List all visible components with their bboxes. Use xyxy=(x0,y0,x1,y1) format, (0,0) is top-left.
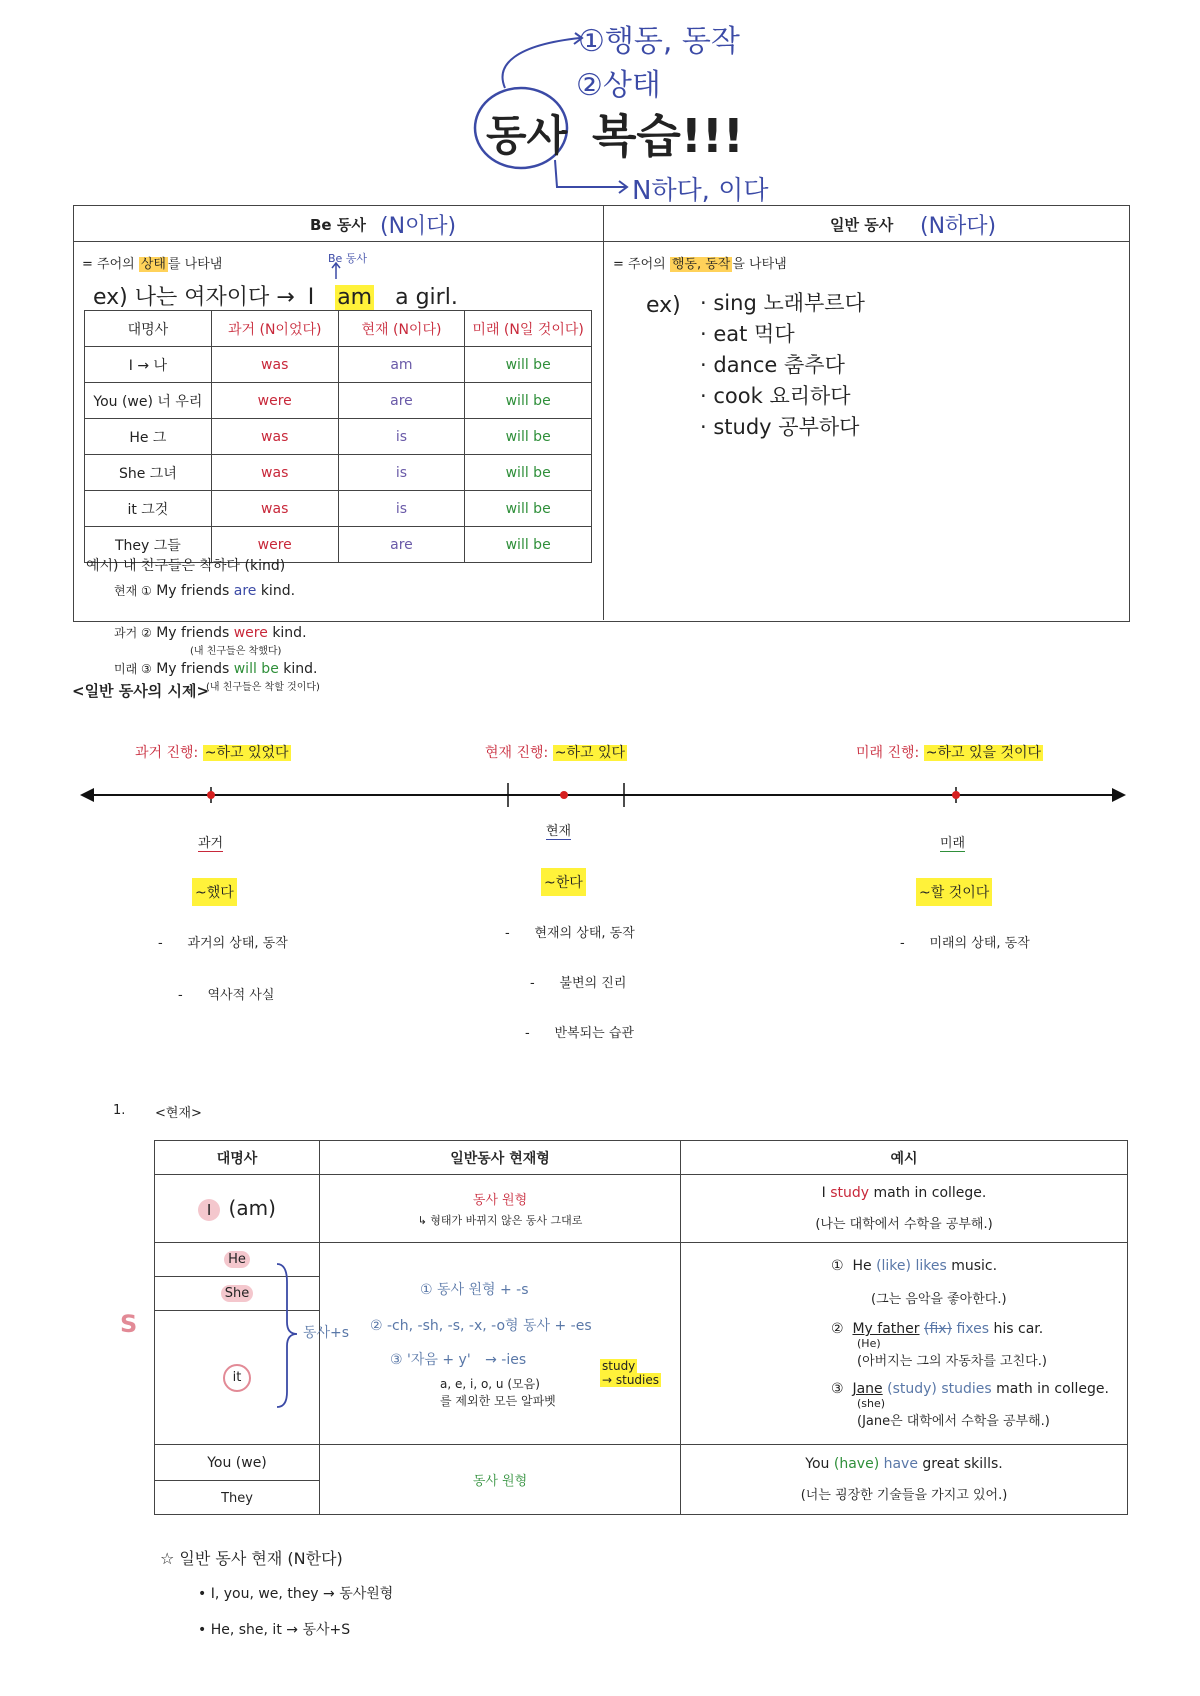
s-rule-2: ② -ch, -sh, -s, -x, -o형 동사 + -es xyxy=(370,1317,592,1334)
future-cell: will be xyxy=(465,491,592,527)
table-row xyxy=(85,347,592,383)
column-divider xyxy=(603,205,604,620)
past-label: 과거 ② xyxy=(114,626,152,640)
past-cell: were xyxy=(211,527,338,563)
present-use-3: - 반복되는 습관 xyxy=(525,1026,634,1041)
general-example-list xyxy=(700,288,865,443)
s-example-2: ② My father (fix) fixes his car. xyxy=(831,1321,1044,1337)
future-cell: will be xyxy=(465,383,592,419)
past-complement: kind. xyxy=(272,625,307,641)
present-meaning: ~한다 xyxy=(541,868,586,896)
be-example-future-korean: (내 친구들은 착할 것이다) xyxy=(206,682,320,693)
pronoun-cell: They 그들 xyxy=(85,527,212,563)
present-use-1: - 현재의 상태, 동작 xyxy=(505,926,635,941)
table-row xyxy=(85,491,592,527)
title-main-word: 동사 xyxy=(486,111,568,160)
header-future: 미래 (N일 것이다) xyxy=(465,311,592,347)
table-row xyxy=(85,455,592,491)
s-rule-1: ① 동사 원형 + -s xyxy=(420,1281,529,1298)
general-ex-label: ex) xyxy=(646,293,681,318)
list-item: · cook 요리하다 xyxy=(700,384,851,408)
s-example-3-subject-note: (she) xyxy=(857,1397,886,1410)
be-example-subject: I xyxy=(307,285,315,310)
brace-icon xyxy=(275,1262,305,1412)
summary-title: ☆ 일반 동사 현재 (N한다) xyxy=(160,1549,343,1568)
pronoun-he: He xyxy=(224,1251,250,1268)
header-pronoun: 대명사 xyxy=(85,311,212,347)
past-verb: were xyxy=(233,625,268,641)
header-pronoun: 대명사 xyxy=(155,1141,320,1175)
pronoun-you: You (we) xyxy=(207,1454,267,1471)
past-use-2: - 역사적 사실 xyxy=(178,988,275,1003)
i-rule-note: ↳ 형태가 바뀌지 않은 동사 그대로 xyxy=(417,1214,583,1227)
general-verb-header-note: (N하다) xyxy=(920,214,997,239)
example-cell xyxy=(681,1243,1128,1445)
be-verb-header-note: (N이다) xyxy=(380,214,457,239)
header-example: 예시 xyxy=(681,1141,1128,1175)
list-item: · eat 먹다 xyxy=(700,322,795,346)
table-row xyxy=(85,383,592,419)
present-verb: are xyxy=(233,583,257,599)
title-branch-arrow-1 xyxy=(503,38,580,88)
i-example: I study math in college. xyxy=(821,1185,987,1201)
rule-cell xyxy=(320,1445,681,1515)
present-label: 현재 ① xyxy=(114,584,152,598)
pronoun-cell: She 그녀 xyxy=(85,455,212,491)
s-example-3: ③ Jane (study) studies math in college. xyxy=(831,1381,1109,1397)
be-example-verb: am xyxy=(337,285,373,310)
summary-line-2: • He, she, it → 동사+S xyxy=(198,1622,351,1638)
past-cell: was xyxy=(211,491,338,527)
table-header-row xyxy=(155,1141,1128,1175)
header-present: 현재 (N이다) xyxy=(338,311,465,347)
present-cell: are xyxy=(338,527,465,563)
title-rest: 복습!!! xyxy=(592,109,744,163)
past-cell: was xyxy=(211,455,338,491)
s-example-1-korean: (그는 음악을 좋아한다.) xyxy=(871,1292,1007,1307)
table-row xyxy=(85,419,592,455)
example-cell xyxy=(681,1445,1128,1515)
past-progressive: 과거 진행: ~하고 있었다 xyxy=(135,745,289,761)
header-past: 과거 (N이었다) xyxy=(211,311,338,347)
present-point xyxy=(560,791,568,799)
future-verb: will be xyxy=(233,661,279,677)
timeline-line xyxy=(0,775,1200,815)
i-example-korean: (나는 대학에서 수학을 공부해.) xyxy=(815,1217,993,1232)
s-example-2-korean: (아버지는 그의 자동차를 고친다.) xyxy=(857,1354,1047,1369)
be-example-korean: ex) 나는 여자이다 → xyxy=(93,285,295,310)
timeline-past: 과거 xyxy=(198,832,223,852)
present-cell: is xyxy=(338,491,465,527)
present-cell: am xyxy=(338,347,465,383)
summary-line-1: • I, you, we, they → 동사원형 xyxy=(198,1586,394,1602)
be-verb-header: Be 동사 xyxy=(310,216,366,234)
example-cell xyxy=(681,1175,1128,1243)
s-rule-3: ③ '자음 + y' → -ies xyxy=(390,1351,527,1368)
i-rule: 동사 원형 xyxy=(472,1193,528,1208)
title-branch-3: N하다, 이다 xyxy=(632,176,769,206)
pronoun-cell: I → 나 xyxy=(85,347,212,383)
header-rule: 일반동사 현재형 xyxy=(320,1141,681,1175)
pronoun-cell xyxy=(155,1445,320,1481)
general-description: = 주어의 행동, 동작 을 나타냄 xyxy=(613,257,787,272)
tense-heading: <일반 동사의 시제> xyxy=(72,682,210,700)
present-cell: are xyxy=(338,383,465,419)
plural-rule: 동사 원형 xyxy=(472,1474,528,1489)
future-progressive: 미래 진행: ~하고 있을 것이다 xyxy=(856,745,1042,761)
future-use-1: - 미래의 상태, 동작 xyxy=(900,936,1030,951)
title-branch-2: ②상태 xyxy=(576,68,661,103)
present-complement: kind. xyxy=(260,583,296,599)
present-section-title: <현재> xyxy=(155,1106,202,1121)
rule-cell xyxy=(320,1175,681,1243)
s-example-3-korean: (Jane은 대학에서 수학을 공부해.) xyxy=(857,1414,1050,1429)
pronoun-i: I xyxy=(198,1199,220,1221)
timeline-present: 현재 xyxy=(546,820,571,840)
pronoun-i-note: (am) xyxy=(228,1196,276,1220)
be-conjugation-table xyxy=(84,310,592,563)
pronoun-cell: He 그 xyxy=(85,419,212,455)
pronoun-cell: You (we) 너 우리 xyxy=(85,383,212,419)
present-cell: is xyxy=(338,455,465,491)
present-section-number: 1. xyxy=(113,1103,126,1118)
be-example-object: a girl. xyxy=(395,285,458,310)
pronoun-they: They xyxy=(221,1490,253,1506)
be-example-title: 예시) 내 친구들은 착하다 (kind) xyxy=(86,558,286,574)
future-cell: will be xyxy=(465,527,592,563)
rule-cell: ① 동사 원형 + -s ② -ch, -sh, -s, -x, -o형 동사 + -es ③ '자음 + y' → -ies a, e, i, o, u (모음) 를 제외한 모든 알파벳 study → studies xyxy=(320,1243,681,1445)
list-item: · dance 춤추다 xyxy=(700,353,845,377)
pronoun-cell: it 그것 xyxy=(85,491,212,527)
table-row xyxy=(155,1445,1128,1481)
s-mark: S xyxy=(120,1310,138,1338)
up-arrow-icon xyxy=(330,262,342,280)
future-cell: will be xyxy=(465,419,592,455)
s-example-2-subject-note: (He) xyxy=(857,1337,881,1350)
future-subject: My friends xyxy=(156,661,230,677)
s-brace-label: 동사+s xyxy=(303,1325,350,1341)
future-cell: will be xyxy=(465,347,592,383)
be-arrow-label: Be 동사 xyxy=(328,252,368,265)
table-header-row xyxy=(85,311,592,347)
past-use-1: - 과거의 상태, 동작 xyxy=(158,936,288,951)
future-meaning: ~할 것이다 xyxy=(916,878,992,906)
be-example-future xyxy=(114,660,317,677)
title-branch-1: ①행동, 동작 xyxy=(578,24,740,59)
pronoun-it: it xyxy=(223,1364,251,1392)
past-cell: was xyxy=(211,419,338,455)
table-row xyxy=(155,1175,1128,1243)
header-divider xyxy=(73,241,1130,242)
future-label: 미래 ③ xyxy=(114,662,152,676)
future-cell: will be xyxy=(465,455,592,491)
s-rule-3-note: a, e, i, o, u (모음) 를 제외한 모든 알파벳 xyxy=(440,1376,556,1408)
present-cell: is xyxy=(338,419,465,455)
be-example-past xyxy=(114,624,307,641)
future-complement: kind. xyxy=(283,661,318,677)
past-cell: were xyxy=(211,383,338,419)
pronoun-she: She xyxy=(221,1285,254,1302)
plural-example-korean: (너는 굉장한 기술들을 가지고 있어.) xyxy=(800,1488,1008,1503)
left-arrow-icon xyxy=(80,788,94,802)
plural-example: You (have) have great skills. xyxy=(805,1456,1003,1472)
past-point xyxy=(207,791,215,799)
pronoun-cell xyxy=(155,1481,320,1515)
present-progressive: 현재 진행: ~하고 있다 xyxy=(485,745,625,761)
future-point xyxy=(952,791,960,799)
present-use-2: - 불변의 진리 xyxy=(530,976,627,991)
timeline-future: 미래 xyxy=(940,832,965,852)
past-meaning: ~했다 xyxy=(192,878,237,906)
be-description: = 주어의 상태 를 나타냄 xyxy=(82,257,223,272)
present-subject: My friends xyxy=(156,583,230,599)
be-example-past-korean: (내 친구들은 착했다) xyxy=(190,646,282,657)
past-subject: My friends xyxy=(156,625,230,641)
list-item: · study 공부하다 xyxy=(700,415,860,439)
list-item: · sing 노래부르다 xyxy=(700,291,865,315)
be-example-present xyxy=(114,582,295,599)
s-example-1: ① He (like) likes music. xyxy=(831,1258,998,1274)
past-cell: was xyxy=(211,347,338,383)
be-example xyxy=(93,280,458,311)
right-arrow-icon xyxy=(1112,788,1126,802)
pronoun-cell xyxy=(155,1175,320,1243)
general-verb-header: 일반 동사 xyxy=(830,216,894,234)
